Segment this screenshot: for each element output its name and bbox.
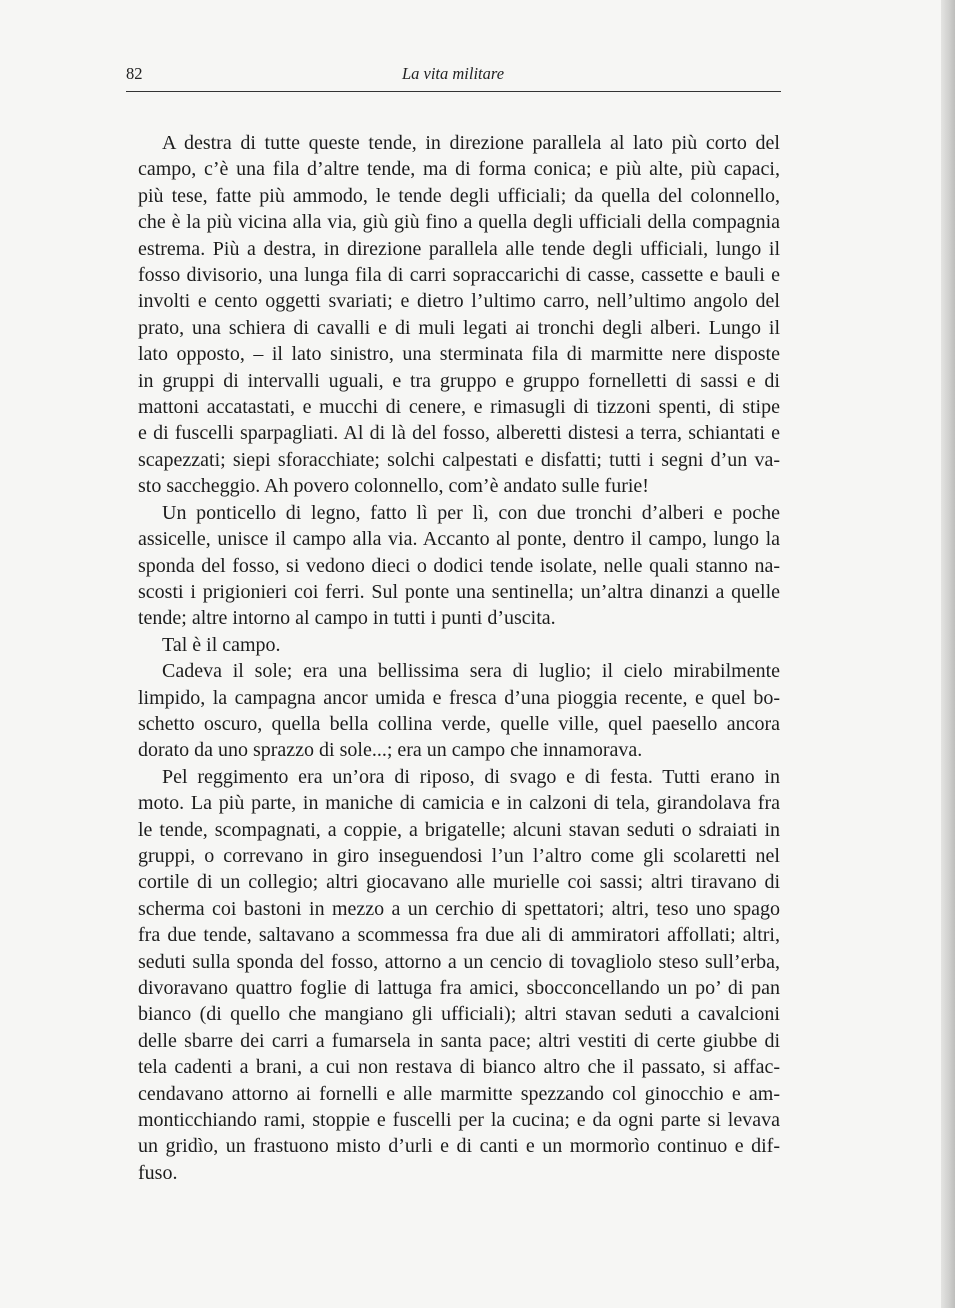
text-line: monticchiando rami, stoppie e fuscelli per la cucina; e da ogni parte si levava	[138, 1109, 780, 1132]
paragraph	[138, 500, 780, 632]
text-line: gruppi, o correvano in giro inseguendosi l’un l’altro come gli scolaretti nel	[138, 844, 780, 867]
text-line: cortile di un collegio; altri giocavano alle murielle coi sassi; altri tiravano di	[138, 871, 780, 894]
running-title: La vita militare	[401, 64, 505, 83]
text-line: più tese, fatte più ammodo, le tende degli ufficiali; da quella del colonnello,	[138, 184, 780, 207]
text-line: cendavano attorno ai fornelli e alle marmitte spezzando col ginocchio e am-	[138, 1082, 780, 1105]
text-line: Un ponticello di legno, fatto lì per lì, con due tronchi d’alberi e poche	[162, 501, 780, 524]
text-line: fra due tende, saltavano a scommessa fra due ali di ammiratori affollati; altri,	[138, 924, 780, 947]
text-line: fosso divisorio, una lunga fila di carri sopraccarichi di casse, cassette e bauli e	[138, 264, 780, 287]
scan-edge	[941, 0, 955, 1308]
text-line: mattoni accatastati, e mucchi di cenere, e rimasugli di tizzoni spenti, di stipe	[138, 396, 780, 419]
text-line: assicelle, unisce il campo alla via. Accanto al ponte, dentro il campo, lungo la	[138, 528, 780, 551]
text-line: scosti i prigionieri coi ferri. Sul ponte una sentinella; un’altra dinanzi a quelle	[138, 580, 780, 603]
text-line: A destra di tutte queste tende, in direzione parallela al lato più corto del	[162, 132, 780, 154]
text-line: schetto oscuro, quella bella collina verde, quelle ville, quel paesello ancora	[138, 712, 780, 735]
text-line: sponda del fosso, si vedono dieci o dodici tende isolate, nelle quali stanno na-	[138, 554, 780, 577]
text-line: campo, c’è una fila d’altre tende, ma di forma conica; e più alte, più capaci,	[138, 158, 780, 181]
text-line: sto saccheggio. Ah povero colonnello, com’è andato sulle furie!	[138, 475, 649, 498]
page-number: 82	[126, 64, 143, 83]
paragraph	[138, 130, 780, 500]
text-line: involti e cento oggetti svariati; e dietro l’ultimo carro, nell’ultimo angolo del	[138, 290, 780, 313]
text-line: moto. La più parte, in maniche di camicia e in calzoni di tela, girandolava fra	[138, 792, 780, 815]
text-line: fuso.	[138, 1161, 178, 1184]
text-line: prato, una schiera di cavalli e di muli legati ai tronchi degli alberi. Lungo il	[138, 316, 780, 339]
text-line: Cadeva il sole; era una bellissima sera di luglio; il cielo mirabilmente	[162, 660, 780, 683]
text-line: bianco (di quello che mangiano gli ufficiali); altri stavan seduti a cavalcioni	[138, 1003, 780, 1026]
text-line: limpido, la campagna ancor umida e fresca d’una pioggia recente, e quel bo-	[138, 686, 780, 709]
paragraph	[138, 632, 780, 658]
text-line: estrema. Più a destra, in direzione parallela alle tende degli ufficiali, lungo il	[138, 237, 780, 260]
text-line: Tal è il campo.	[162, 633, 281, 656]
paragraph	[138, 764, 780, 1187]
text-line: seduti sulla sponda del fosso, attorno a un cencio di tovagliolo steso sull’erba,	[138, 950, 780, 973]
text-line: delle sbarre dei carri a fumarsela in santa pace; altri vestiti di certe giubbe di	[138, 1029, 780, 1052]
text-line: che è la più vicina alla via, giù giù fino a quella degli ufficiali della compagnia	[138, 211, 780, 234]
text-line: scherma coi bastoni in mezzo a un cerchio di spettatori; altri, teso uno spago	[138, 897, 780, 920]
text-line: Pel reggimento era un’ora di riposo, di svago e di festa. Tutti erano in	[162, 765, 780, 788]
text-line: un gridìo, un frastuono misto d’urli e di canti e un mormorìo continuo e dif-	[138, 1135, 780, 1158]
header-rule	[126, 91, 781, 92]
paragraph	[138, 658, 780, 764]
text-line: in gruppi di intervalli uguali, e tra gruppo e gruppo fornelletti di sassi e di	[138, 369, 780, 392]
text-line: le tende, scompagnati, a coppie, a brigatelle; alcuni stavan seduti o sdraiati in	[138, 818, 780, 841]
text-line: scapezzati; siepi sforacchiate; solchi calpestati e disfatti; tutti i segni d’un va-	[138, 448, 780, 471]
text-line: tende; altre intorno al campo in tutti i punti d’uscita.	[138, 607, 556, 630]
text-line: dorato da uno sprazzo di sole...; era un campo che innamorava.	[138, 739, 643, 762]
text-line: divoravano quattro foglie di lattuga fra amici, sbocconcellando un po’ di pan	[138, 977, 780, 999]
text-line: e di fuscelli sparpagliati. Al di là del fosso, alberetti distesi a terra, schiantati e	[138, 422, 780, 445]
text-line: lato opposto, – il lato sinistro, una sterminata fila di marmitte nere disposte	[138, 343, 780, 366]
body-text	[138, 130, 780, 1186]
text-line: tela cadenti a brani, a cui non restava di bianco altro che il passato, si affac-	[138, 1056, 780, 1079]
running-head	[126, 62, 780, 86]
